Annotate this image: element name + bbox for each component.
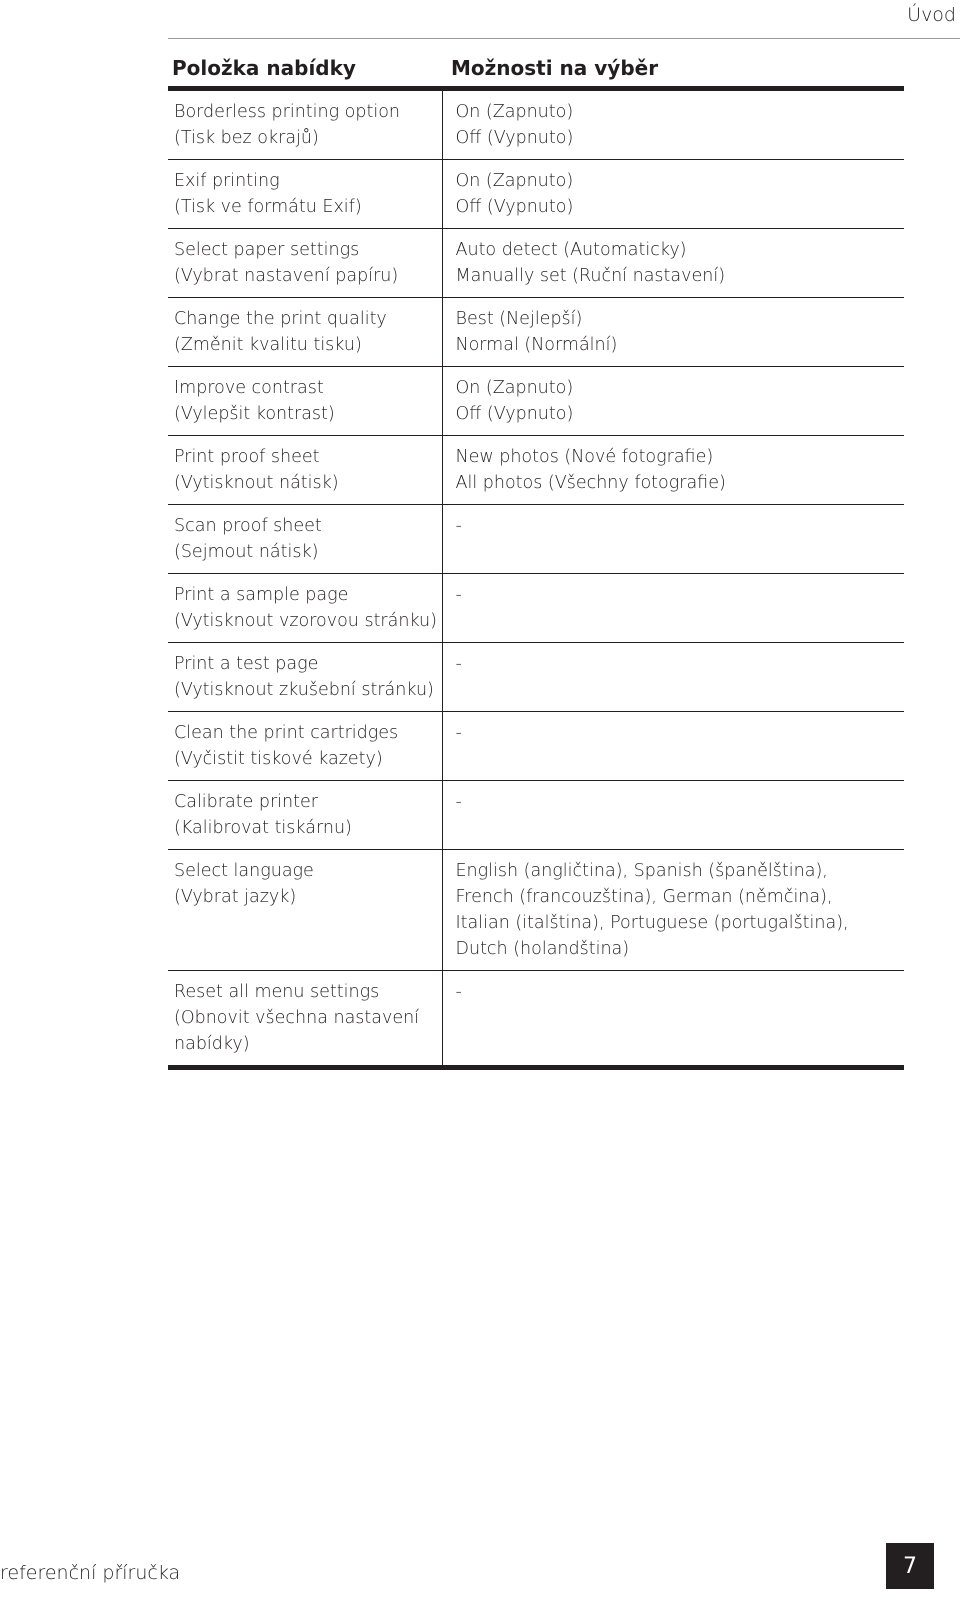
menu-item-text: (Změnit kvalitu tisku) [174,335,362,355]
menu-item-text: (Vytisknout vzorovou stránku) [174,611,437,631]
menu-item-cell [168,298,442,367]
menu-item-text: Print a sample page [174,585,349,605]
menu-item-cell [168,89,442,160]
page-number: 7 [886,1543,934,1589]
menu-item-text: (Vybrat jazyk) [174,887,297,907]
table-row [168,505,904,574]
menu-item-text: (Vybrat nastavení papíru) [174,266,399,286]
options-cell [442,89,904,160]
table-header-row [168,50,904,89]
table-row [168,971,904,1068]
option-text: Off (Vypnuto) [455,404,574,424]
menu-item-text: Select paper settings [174,240,360,260]
menu-item-text: (Sejmout nátisk) [174,542,319,562]
menu-item-text: Change the print quality [174,309,387,329]
option-text: - [455,982,462,1002]
options-cell [442,712,904,781]
menu-item-cell [168,436,442,505]
options-cell [442,436,904,505]
menu-item-cell [168,781,442,850]
table-row [168,574,904,643]
section-title: Úvod [907,4,956,26]
menu-item-cell [168,971,442,1068]
footer-guide-title: referenční příručka [0,1562,181,1584]
options-cell [442,850,904,971]
option-text: French (francouzština), German (němčina), [455,887,833,907]
option-text: - [455,516,462,536]
menu-item-text: Scan proof sheet [174,516,322,536]
menu-item-text: (Vytisknout zkušební stránku) [174,680,434,700]
option-text: - [455,654,462,674]
menu-item-text: (Tisk ve formátu Exif) [174,197,362,217]
header-rule [168,38,960,39]
table-row [168,229,904,298]
menu-item-cell [168,367,442,436]
table-row [168,643,904,712]
option-text: New photos (Nové fotografie) [455,447,714,467]
options-cell [442,643,904,712]
menu-item-text: Print a test page [174,654,319,674]
menu-item-text: nabídky) [174,1034,250,1054]
options-cell [442,781,904,850]
menu-item-text: Select language [174,861,314,881]
option-text: All photos (Všechny fotografie) [455,473,726,493]
menu-item-cell [168,160,442,229]
menu-item-text: (Kalibrovat tiskárnu) [174,818,352,838]
menu-item-text: Borderless printing option [174,102,401,122]
menu-item-text: Reset all menu settings [174,982,380,1002]
table-row [168,367,904,436]
table-row [168,781,904,850]
option-text: - [455,585,462,605]
option-text: On (Zapnuto) [455,378,574,398]
option-text: Auto detect (Automaticky) [455,240,687,260]
menu-item-cell [168,574,442,643]
menu-item-cell [168,712,442,781]
menu-item-cell [168,643,442,712]
option-text: English (angličtina), Spanish (španělština), [455,861,828,881]
table-row [168,89,904,160]
options-cell [442,505,904,574]
option-text: - [455,723,462,743]
menu-item-text: (Obnovit všechna nastavení [174,1008,420,1028]
options-cell [442,298,904,367]
menu-item-text: Exif printing [174,171,280,191]
option-text: Normal (Normální) [455,335,618,355]
table-row [168,298,904,367]
menu-item-cell [168,505,442,574]
menu-item-text: (Vyčistit tiskové kazety) [174,749,383,769]
menu-item-text: Improve contrast [174,378,324,398]
options-cell [442,971,904,1068]
menu-item-text: (Tisk bez okrajů) [174,128,319,148]
menu-item-text: (Vytisknout nátisk) [174,473,339,493]
options-cell [442,160,904,229]
table-row [168,712,904,781]
menu-options-table [168,50,904,1070]
options-cell [442,574,904,643]
menu-item-text: Clean the print cartridges [174,723,399,743]
option-text: Dutch (holandština) [455,939,630,959]
option-text: On (Zapnuto) [455,171,574,191]
option-text: Manually set (Ruční nastavení) [455,266,726,286]
table-row [168,160,904,229]
menu-item-cell [168,850,442,971]
table-body [168,89,904,1068]
options-cell [442,229,904,298]
option-text: Best (Nejlepší) [455,309,583,329]
table-row [168,850,904,971]
table-row [168,436,904,505]
column-header-options: Možnosti na výběr [442,50,904,89]
option-text: Off (Vypnuto) [455,197,574,217]
menu-item-text: Calibrate printer [174,792,318,812]
menu-item-text: Print proof sheet [174,447,320,467]
options-cell [442,367,904,436]
column-header-item: Položka nabídky [168,50,442,89]
menu-item-text: (Vylepšit kontrast) [174,404,335,424]
option-text: - [455,792,462,812]
menu-item-cell [168,229,442,298]
option-text: Off (Vypnuto) [455,128,574,148]
option-text: Italian (italština), Portuguese (portugalština), [455,913,849,933]
option-text: On (Zapnuto) [455,102,574,122]
